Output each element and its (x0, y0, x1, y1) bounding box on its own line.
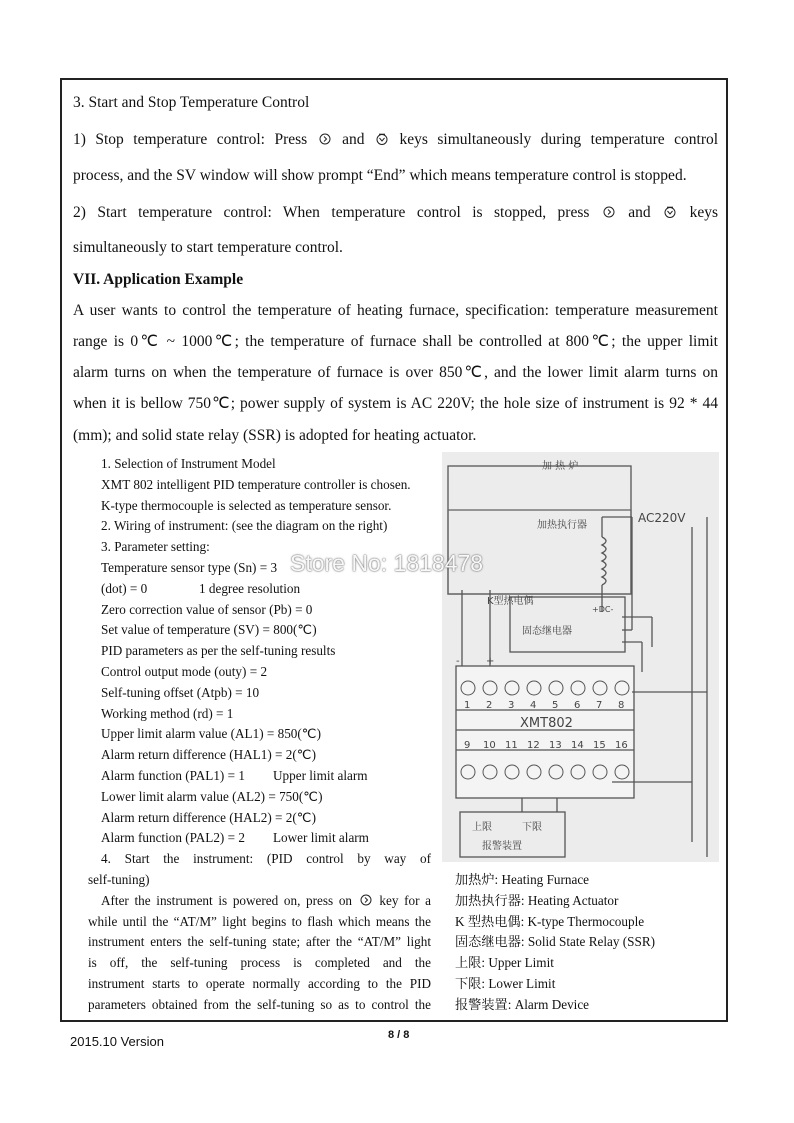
terminal-label: 4 (530, 700, 537, 711)
minus-label: - (456, 656, 460, 667)
furnace-label: 加 热 炉 (542, 461, 579, 472)
app-paragraph-line: alarm turns on when the temperature of furnace is over 850℃, and the lower limit alarm turns on (73, 364, 718, 381)
terminal-label: 13 (549, 740, 562, 751)
terminal-label: 16 (615, 740, 628, 751)
legend-item: 下限: Lower Limit (455, 976, 556, 991)
model-label: XMT802 (520, 716, 573, 731)
legend-item: 加热执行器: Heating Actuator (455, 893, 619, 908)
list-item: Temperature sensor type (Sn) = 3 (101, 560, 278, 575)
legend-item: 固态继电器: Solid State Relay (SSR) (455, 934, 656, 949)
list-item: Alarm return difference (HAL1) = 2(℃) (101, 747, 316, 762)
alarm-device-label: 报警装置 (482, 841, 522, 852)
list-item: K-type thermocouple is selected as temperature sensor. (101, 498, 392, 513)
app-paragraph-line: range is 0℃ ~ 1000℃; the temperature of furnace shall be controlled at 800℃; the upper limit (73, 333, 718, 350)
list-item: Zero correction value of sensor (Pb) = 0 (101, 602, 313, 617)
dot-note: 1 degree resolution (199, 581, 301, 596)
legend-item: 加热炉: Heating Furnace (455, 872, 590, 887)
down-key-icon (664, 206, 676, 218)
list-item: Lower limit alarm value (AL2) = 750(℃) (101, 789, 323, 804)
section-heading: 3. Start and Stop Temperature Control (73, 94, 310, 111)
start-control-line-1: 2) Start temperature control: When temperature control is stopped, press and keys (73, 204, 719, 221)
shift-key-icon (360, 894, 372, 906)
self-tuning-line: After the instrument is powered on, press on key for a (101, 893, 431, 908)
list-item: 2. Wiring of instrument: (see the diagram on the right) (101, 518, 388, 533)
list-item: 3. Parameter setting: (101, 539, 210, 554)
footer-version: 2015.10 Version (70, 1034, 164, 1049)
self-tuning-line: instrument enters the self-tuning state; after the “AT/M” light (88, 934, 431, 949)
legend-item: 报警装置: Alarm Device (455, 997, 590, 1012)
plus-label: + (486, 656, 495, 667)
list-item: Upper limit alarm value (AL1) = 850(℃) (101, 726, 321, 741)
app-paragraph-line: (mm); and solid state relay (SSR) is adopted for heating actuator. (73, 427, 477, 444)
terminal-label: 8 (618, 700, 625, 711)
list-item: XMT 802 intelligent PID temperature controller is chosen. (101, 477, 411, 492)
terminal-label: 14 (571, 740, 584, 751)
terminal-label: 7 (596, 700, 603, 711)
list-item: PID parameters as per the self-tuning results (101, 643, 336, 658)
terminal-label: 2 (486, 700, 493, 711)
ac-label: AC220V (638, 511, 686, 525)
terminal-label: 5 (552, 700, 559, 711)
self-tuning-line: parameters obtained from the self-tuning so as to control the (88, 997, 431, 1012)
list-item: (dot) = 0 (101, 581, 148, 596)
stop-control-line-1: 1) Stop temperature control: Press and keys simultaneously during temperature control (73, 131, 719, 148)
ssr-label: 固态继电器 (522, 626, 572, 637)
down-key-icon (376, 133, 388, 145)
self-tuning-line: instrument starts to operate normally according to the PID (88, 976, 431, 991)
self-tuning-line: while until the “AT/M” light begins to flash which means the (88, 914, 431, 929)
list-item: Set value of temperature (SV) = 800(℃) (101, 622, 317, 637)
app-paragraph-line: A user wants to control the temperature of heating furnace, specification: temperature measurement (73, 302, 718, 319)
stop-control-line-2: process, and the SV window will show prompt “End” which means temperature control is stopped. (73, 167, 687, 184)
wiring-diagram (442, 452, 719, 862)
app-paragraph-line: when it is bellow 750℃; power supply of system is AC 220V; the hole size of instrument is 92 * 44 (73, 395, 718, 412)
start-instrument-line: self-tuning) (88, 872, 150, 887)
application-heading: VII. Application Example (73, 271, 244, 288)
terminal-label: 3 (508, 700, 515, 711)
list-item: Control output mode (outy) = 2 (101, 664, 268, 679)
start-instrument-line: 4. Start the instrument: (PID control by way of (101, 851, 431, 866)
terminal-label: 15 (593, 740, 606, 751)
pal1-note: Upper limit alarm (273, 768, 368, 783)
thermocouple-label: K型热电偶 (487, 596, 534, 607)
controller-box (456, 666, 634, 798)
legend-item: K 型热电偶: K-type Thermocouple (455, 914, 645, 929)
list-item: Alarm function (PAL2) = 2 (101, 830, 245, 845)
list-item: 1. Selection of Instrument Model (101, 456, 276, 471)
terminal-label: 11 (505, 740, 518, 751)
page-number: 8 / 8 (388, 1029, 410, 1041)
dc-label: +DC- (592, 605, 614, 614)
terminal-label: 6 (574, 700, 581, 711)
terminal-label: 1 (464, 700, 471, 711)
list-item: Self-tuning offset (Atpb) = 10 (101, 685, 260, 700)
terminal-label: 10 (483, 740, 496, 751)
legend-item: 上限: Upper Limit (455, 955, 554, 970)
alarm-lower-label: 下限 (522, 822, 542, 833)
terminal-label: 9 (464, 740, 471, 751)
alarm-upper-label: 上限 (472, 822, 492, 833)
shift-key-icon (319, 133, 331, 145)
actuator-label: 加热执行器 (537, 520, 587, 531)
shift-key-icon (603, 206, 615, 218)
pal2-note: Lower limit alarm (273, 830, 369, 845)
list-item: Alarm return difference (HAL2) = 2(℃) (101, 810, 316, 825)
terminal-label: 12 (527, 740, 540, 751)
store-watermark: Store No: 1818478 (290, 550, 484, 576)
list-item: Working method (rd) = 1 (101, 706, 234, 721)
self-tuning-line: is off, the self-tuning process is completed and the (88, 955, 431, 970)
start-control-line-2: simultaneously to start temperature control. (73, 239, 343, 256)
list-item: Alarm function (PAL1) = 1 (101, 768, 245, 783)
